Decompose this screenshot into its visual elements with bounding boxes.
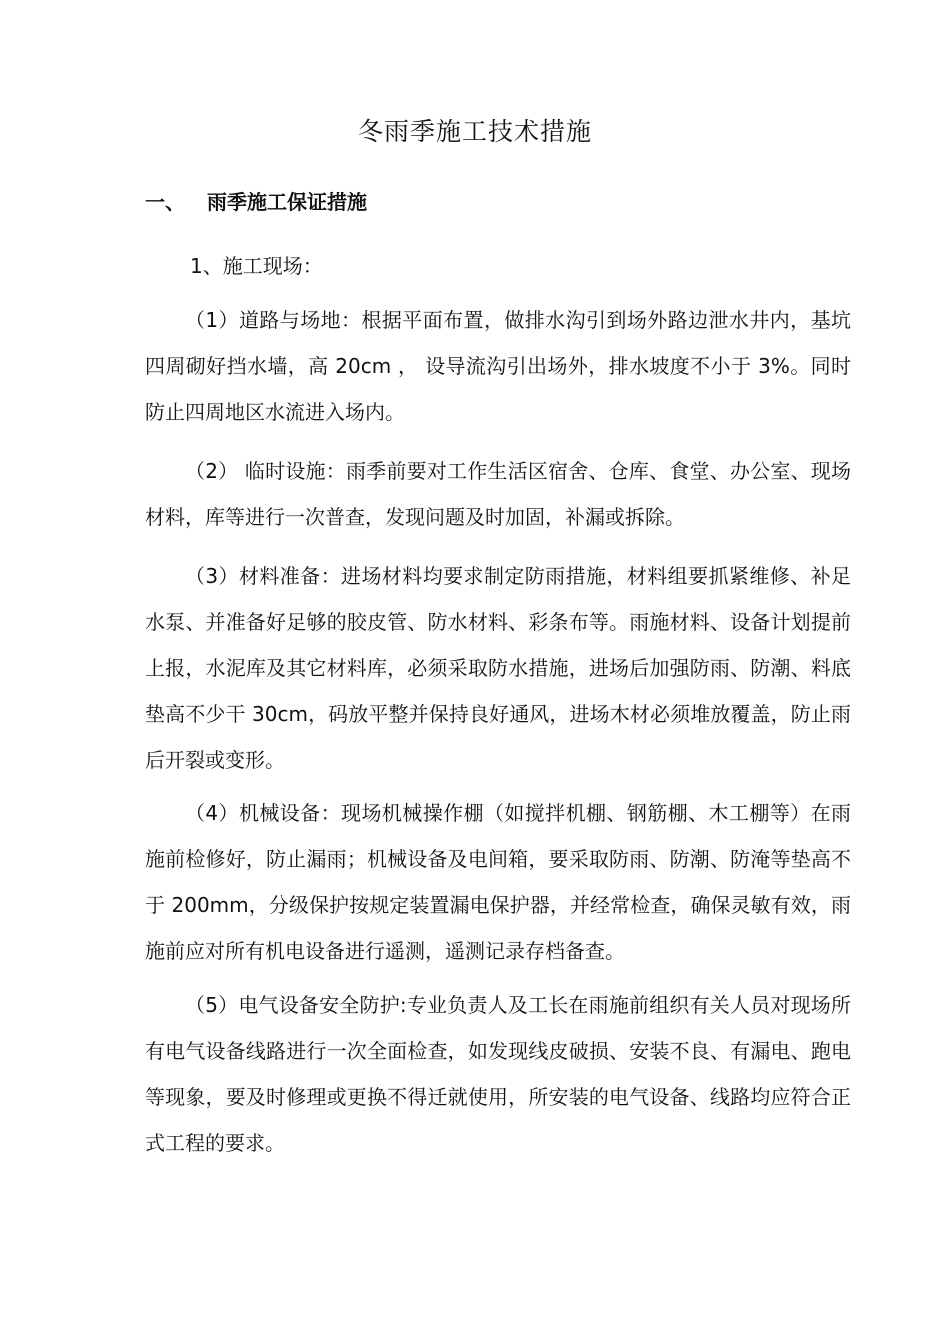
- section-heading: [145, 187, 367, 217]
- document-title: 冬雨季施工技术措施: [357, 117, 592, 146]
- paragraph-material-preparation: （3）材料准备：进场材料均要求制定防雨措施，材料组要抓紧维修、补足水泵、并准备好足够的胶皮管、防水材料、彩条布等。雨施材料、设备计划提前上报，水泥库及其它材料库，必须采取防水措施，进场后加强防雨、防潮、料底垫高不少干 30cm，码放平整并保持良好通风，进场木材必须堆放覆盖，防止雨后开裂或变形。: [145, 564, 851, 772]
- section-number: 一、: [145, 190, 185, 214]
- paragraph-temporary-facilities: （2） 临时设施：雨季前要对工作生活区宿舍、仓库、食堂、办公室、现场材料，库等进行一次普查，发现问题及时加固，补漏或拆除。: [145, 459, 851, 529]
- subsection-heading: 1、施工现场：: [190, 254, 323, 278]
- paragraph-roads-and-site: （1）道路与场地：根据平面布置，做排水沟引到场外路边泄水井内，基坑四周砌好挡水墙，高 20cm ， 设导流沟引出场外，排水坡度不小于 3%。同时防止四周地区水流进入场内。: [145, 308, 851, 424]
- section-title: 雨季施工保证措施: [207, 190, 367, 214]
- paragraph-electrical-safety: （5）电气设备安全防护:专业负责人及工长在雨施前组织有关人员对现场所有电气设备线路进行一次全面检查，如发现线皮破损、安装不良、有漏电、跑电等现象，要及时修理或更换不得迁就使用，所安装的电气设备、线路均应符合正式工程的要求。: [145, 993, 851, 1155]
- paragraph-machinery-equipment: （4）机械设备：现场机械操作棚（如搅拌机棚、钢筋棚、木工棚等）在雨施前检修好，防止漏雨；机械设备及电间箱，要采取防雨、防潮、防淹等垫高不于 200mm，分级保护按规定装置漏电保护器，并经常检查，确保灵敏有效，雨施前应对所有机电设备进行遥测，遥测记录存档备查。: [145, 801, 851, 963]
